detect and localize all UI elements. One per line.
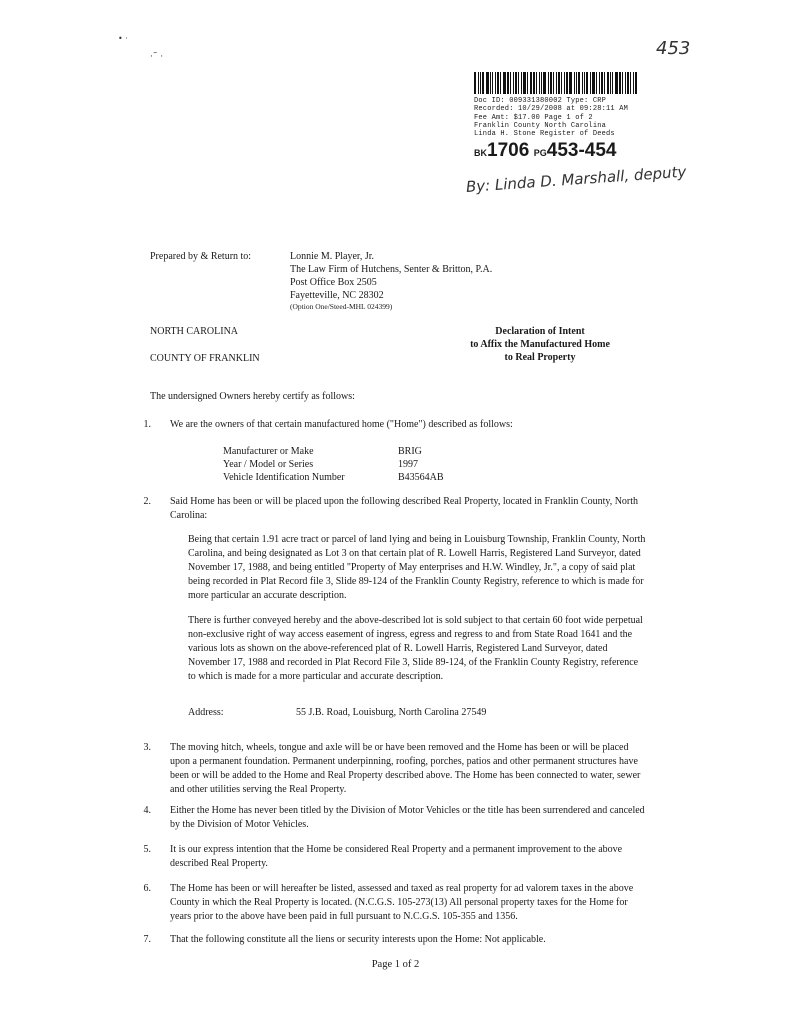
item-5-number: 5. (143, 844, 151, 855)
rec-line-fee: Fee Amt: $17.00 Page 1 of 2 (474, 113, 593, 122)
address-label: Address: (188, 707, 224, 718)
barcode-bar (584, 72, 585, 94)
barcode-bar (612, 72, 613, 94)
item-6-number: 6. (143, 883, 151, 894)
barcode-bar (630, 72, 631, 94)
address-value: 55 J.B. Road, Louisburg, North Carolina 27549 (296, 707, 487, 718)
barcode-bar (480, 72, 481, 94)
item-2-number: 2. (143, 496, 151, 507)
recording-stamp (474, 72, 640, 162)
item-5-text: It is our express intention that the Home be considered Real Property and a permanent improvement to the above described Real Property. (170, 844, 623, 869)
barcode-bar (533, 72, 535, 94)
county-label: COUNTY OF FRANKLIN (150, 353, 260, 364)
item-7-number: 7. (143, 934, 151, 945)
legal-description-1: Being that certain 1.91 acre tract or parcel of land lying and being in Louisburg Township, Franklin County, North Carolina, and being designated as Lot 3 on that certain plat of R. Lowell Harris, Registered Land Surveyor, dated November 17, 1988, and being entitled "Property of May enterprises and H.W. Windley, Jr.", a copy of said plat being recorded in Plat Record file 3, Slide 89-124 of the Franklin County Registry, reference to which is made for more particular an accurate description. (188, 534, 646, 601)
barcode-bar (607, 72, 609, 94)
book-number: 1706 (487, 140, 530, 162)
book-page-line (474, 140, 640, 162)
barcode-bar (625, 72, 626, 94)
po-box: Post Office Box 2505 (290, 277, 377, 288)
item-3-number: 3. (143, 742, 151, 753)
barcode-bar (633, 72, 634, 94)
barcode-bar (495, 72, 496, 94)
barcode-bar (513, 72, 514, 94)
barcode-bar (539, 72, 540, 94)
barcode-bar (622, 72, 623, 94)
barcode-bar (548, 72, 549, 94)
barcode-bar (601, 72, 603, 94)
barcode-bar (610, 72, 611, 94)
barcode-bar (523, 72, 526, 94)
prepared-by-label: Prepared by & Return to: (150, 251, 252, 262)
corner-mark-top: • · (118, 34, 128, 43)
corner-mark-lower: ·˜ · (150, 52, 164, 62)
barcode-bar (586, 72, 588, 94)
item-3-text: The moving hitch, wheels, tongue and axle will be or have been removed and the Home has been or will be placed upon a permanent foundation. Permanent underpinning, roofing, porches, patios and other permanent structures have been or will be added to the Home and Real Property described above. The Home has been connected to water, sewer and other utilities serving the Real Property. (170, 742, 641, 795)
barcode-bar (574, 72, 575, 94)
rec-line-register: Linda H. Stone Register of Deeds (474, 130, 615, 139)
barcode (474, 72, 640, 94)
item-6-text: The Home has been or will hereafter be listed, assessed and taxed as real property for ad valorem taxes in the above County in which the Real Property is located. (N.C.G.S. 105-273(13) All personal property taxes for the Home for years prior to the above have been paid in full pursuant to N.C.G.S. 105-355 and 1356. (170, 883, 634, 922)
barcode-bar (596, 72, 597, 94)
barcode-bar (503, 72, 506, 94)
barcode-bar (578, 72, 580, 94)
barcode-bar (492, 72, 493, 94)
barcode-bar (543, 72, 546, 94)
state-label: NORTH CAROLINA (150, 326, 239, 337)
barcode-bar (590, 72, 591, 94)
law-firm: The Law Firm of Hutchens, Senter & Britton, P.A. (290, 264, 493, 275)
barcode-bar (569, 72, 572, 94)
recording-details (474, 97, 640, 138)
page-footer: Page 1 of 2 (371, 959, 420, 970)
barcode-bar (527, 72, 528, 94)
barcode-bar (550, 72, 552, 94)
barcode-bar (561, 72, 562, 94)
handwritten-page-number: 453 (656, 38, 691, 59)
barcode-bar (564, 72, 565, 94)
vin-label: Vehicle Identification Number (223, 472, 345, 483)
option-note: (Option One/Steed-MHL 024399) (290, 302, 393, 311)
document-title (440, 325, 640, 364)
item-1-text: We are the owners of that certain manufactured home ("Home") described as follows: (170, 419, 513, 430)
year-value: 1997 (398, 459, 418, 470)
item-4-number: 4. (143, 805, 151, 816)
barcode-bar (497, 72, 499, 94)
barcode-bar (566, 72, 568, 94)
barcode-bar (604, 72, 605, 94)
barcode-bar (518, 72, 519, 94)
pg-prefix: PG (533, 148, 547, 159)
barcode-bar (478, 72, 479, 94)
barcode-bar (515, 72, 517, 94)
barcode-bar (553, 72, 554, 94)
home-details (223, 445, 444, 484)
make-value: BRIG (398, 446, 422, 457)
page-range: 453-454 (546, 140, 617, 162)
item-2-text: Said Home has been or will be placed upon the following described Real Property, located in Franklin County, North Carolina: (170, 496, 639, 521)
item-1-number: 1. (143, 419, 151, 430)
barcode-bar (615, 72, 618, 94)
barcode-bar (635, 72, 637, 94)
title-line-1: Declaration of Intent (495, 326, 585, 337)
barcode-bar (510, 72, 511, 94)
barcode-bar (541, 72, 542, 94)
barcode-bar (482, 72, 484, 94)
barcode-bar (486, 72, 489, 94)
rec-line-recorded: Recorded: 10/29/2008 at 09:28:11 AM (474, 105, 629, 114)
barcode-bar (558, 72, 560, 94)
deputy-signature: By: Linda D. Marshall, deputy (465, 162, 687, 196)
barcode-bar (530, 72, 532, 94)
item-7-text: That the following constitute all the liens or security interests upon the Home: Not applicable. (170, 934, 546, 945)
title-line-3: to Real Property (504, 352, 576, 363)
rec-line-doc-id: Doc ID: 009331380002 Type: CRP (474, 97, 607, 105)
make-label: Manufacturer or Make (223, 446, 314, 457)
barcode-bar (490, 72, 491, 94)
barcode-bar (627, 72, 629, 94)
preparer-name: Lonnie M. Player, Jr. (290, 251, 375, 262)
barcode-bar (521, 72, 522, 94)
bk-prefix: BK (474, 148, 487, 159)
vin-value: B43564AB (398, 472, 444, 483)
barcode-bar (576, 72, 577, 94)
barcode-bar (536, 72, 537, 94)
title-line-2: to Affix the Manufactured Home (470, 339, 610, 350)
barcode-bar (599, 72, 600, 94)
year-label: Year / Model or Series (223, 459, 314, 470)
barcode-bar (619, 72, 621, 94)
barcode-bar (592, 72, 595, 94)
rec-line-county: Franklin County North Carolina (474, 121, 607, 130)
barcode-bar (556, 72, 557, 94)
barcode-bar (507, 72, 509, 94)
barcode-bar (500, 72, 501, 94)
legal-description-2: There is further conveyed hereby and the above-described lot is sold subject to that certain 60 foot wide perpetual non-exclusive right of way access easement of ingress, egress and regress to and from State Road 1641 and the various lots as shown on the above-referenced plat of R. Lowell Harris, Registered Land Surveyor, dated November 17, 1988 and recorded in Plat Record File 3, Slide 89-124, of the Franklin County Registry, reference to which is made for a more particular and accurate description. (188, 615, 643, 682)
item-4-text: Either the Home has never been titled by the Division of Motor Vehicles or the title has been surrendered and canceled by the Division of Motor Vehicles. (170, 805, 645, 830)
city-state: Fayetteville, NC 28302 (290, 290, 384, 301)
barcode-bar (474, 72, 476, 94)
prepared-by-block (290, 250, 492, 312)
intro-text: The undersigned Owners hereby certify as follows: (150, 391, 355, 402)
barcode-bar (582, 72, 583, 94)
